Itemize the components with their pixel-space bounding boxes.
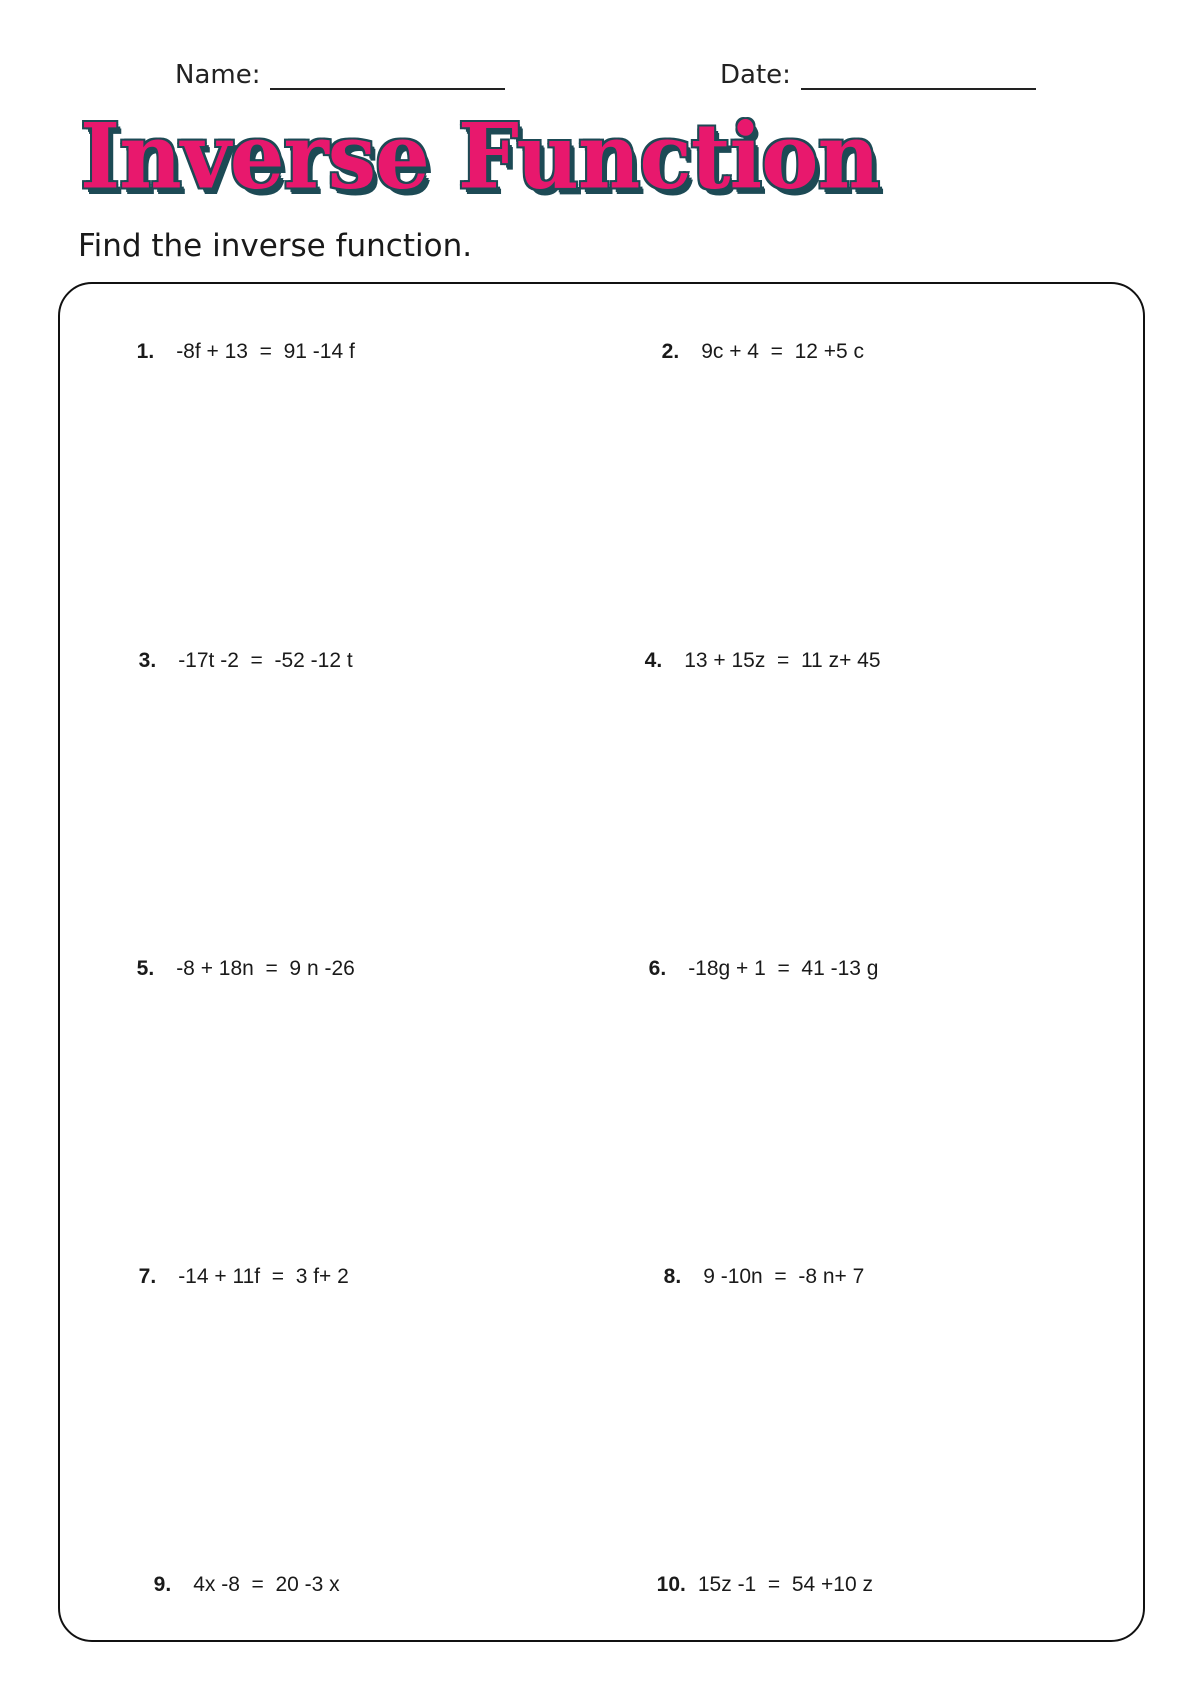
problem-7 <box>127 1241 349 1289</box>
problem-expression: 9 -10n = -8 n+ 7 <box>703 1265 865 1288</box>
problem-1 <box>125 316 355 364</box>
name-blank-line[interactable] <box>270 62 505 90</box>
date-field <box>720 60 1036 90</box>
problem-number: 10. <box>656 1573 686 1596</box>
problem-number: 8. <box>663 1265 682 1288</box>
problem-expression: -8 + 18n = 9 n -26 <box>176 957 355 980</box>
problem-number: 2. <box>661 340 680 363</box>
worksheet-title: Inverse Function <box>80 103 880 210</box>
problem-number: 9. <box>153 1573 172 1596</box>
date-label: Date: <box>720 60 791 90</box>
problem-expression: -18g + 1 = 41 -13 g <box>688 957 879 980</box>
problem-number: 5. <box>136 957 155 980</box>
name-label: Name: <box>175 60 261 90</box>
problem-5 <box>125 933 355 981</box>
problem-number: 4. <box>644 649 663 672</box>
problem-8 <box>652 1241 864 1289</box>
problem-10 <box>645 1549 873 1597</box>
problem-expression: -17t -2 = -52 -12 t <box>178 649 353 672</box>
problem-4 <box>633 625 881 673</box>
problem-expression: -14 + 11f = 3 f+ 2 <box>178 1265 349 1288</box>
name-field <box>175 60 505 90</box>
problem-3 <box>127 625 353 673</box>
problem-6 <box>637 933 879 981</box>
date-blank-line[interactable] <box>801 62 1036 90</box>
problem-expression: 4x -8 = 20 -3 x <box>193 1573 340 1596</box>
problem-2 <box>650 316 864 364</box>
problem-number: 3. <box>138 649 157 672</box>
problem-expression: -8f + 13 = 91 -14 f <box>176 340 355 363</box>
problem-number: 6. <box>648 957 667 980</box>
instruction-text: Find the inverse function. <box>78 228 473 264</box>
problem-expression: 13 + 15z = 11 z+ 45 <box>684 649 881 672</box>
problem-number: 1. <box>136 340 155 363</box>
problem-number: 7. <box>138 1265 157 1288</box>
problem-9 <box>142 1549 340 1597</box>
problem-expression: 15z -1 = 54 +10 z <box>697 1573 873 1596</box>
problem-expression: 9c + 4 = 12 +5 c <box>701 340 865 363</box>
